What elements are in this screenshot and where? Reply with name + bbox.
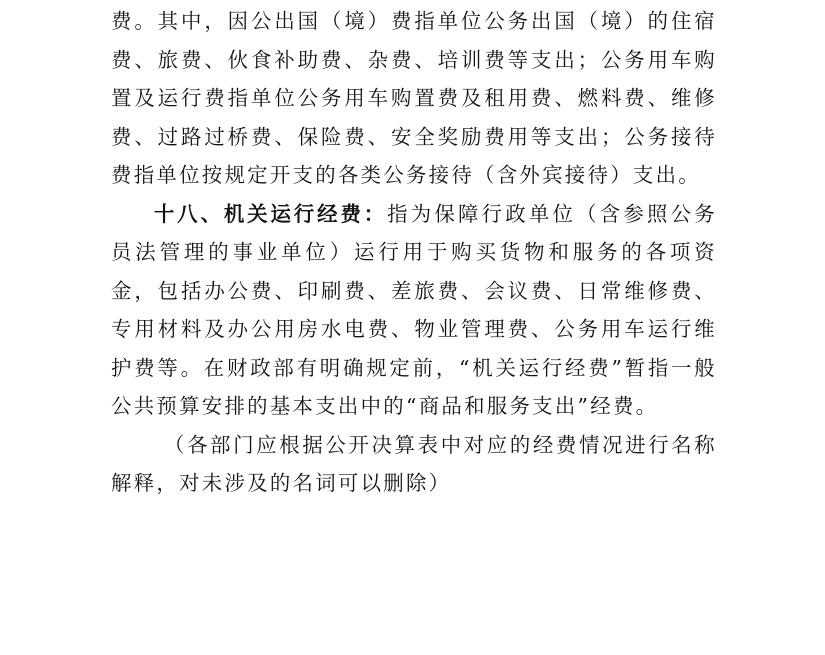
item-18-paragraph	[111, 195, 717, 426]
item-18-body: 指为保障行政单位（含参照公务员法管理的事业单位）运行用于购买货物和服务的各项资金，包括办公费、印刷费、差旅费、会议费、日常维修费、专用材料及办公用房水电费、物业管理费、公务用车运行维护费等。在财政部有明确规定前，“机关运行经费”暂指一般公共预算安排的基本支出中的“商品和服务支出”经费。	[111, 201, 717, 418]
item-18-heading: 十八、机关运行经费：	[153, 201, 388, 226]
paragraph-continuation: 费。其中，因公出国（境）费指单位公务出国（境）的住宿费、旅费、伙食补助费、杂费、培训费等支出；公务用车购置及运行费指单位公务用车购置费及租用费、燃料费、维修费、过路过桥费、保险费、安全奖励费用等支出；公务接待费指单位按规定开支的各类公务接待（含外宾接待）支出。	[111, 9, 717, 187]
editor-note: （各部门应根据公开决算表中对应的经费情况进行名称解释，对未涉及的名词可以删除）	[111, 432, 717, 495]
document-body	[111, 2, 717, 503]
